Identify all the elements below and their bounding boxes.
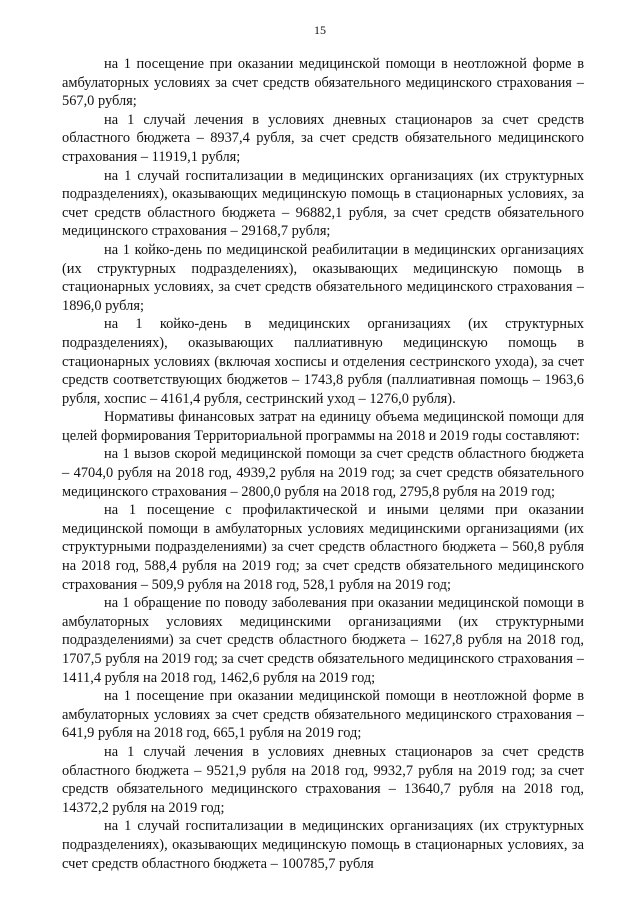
paragraph: Нормативы финансовых затрат на единицу объема медицинской помощи для целей формирования Территориальной программы на 2018 и 2019 годы составляют:	[62, 409, 584, 444]
paragraph: на 1 посещение при оказании медицинской помощи в неотложной форме в амбулаторных условиях за счет средств обязательного медицинского страхования – 567,0 рубля;	[62, 56, 584, 110]
paragraph: на 1 обращение по поводу заболевания при оказании медицинской помощи в амбулаторных условиях медицинскими организациями (их структурными подразделениями) за счет средств областного бюджета – 1627,8 рубля на 2018 год, 1707,5 рубля на 2019 год; за счет средств обязательного медицинского страхования – 1411,4 рубля на 2018 год, 1462,6 рубля на 2019 год;	[62, 595, 584, 686]
paragraph: на 1 посещение при оказании медицинской помощи в неотложной форме в амбулаторных условиях за счет средств обязательного медицинского страхования – 641,9 рубля на 2018 год, 665,1 рубля на 2019 год;	[62, 688, 584, 742]
page-number: 15	[314, 23, 326, 37]
paragraph: на 1 случай лечения в условиях дневных стационаров за счет средств областного бюджета – 8937,4 рубля, за счет средств обязательного медицинского страхования – 11919,1 рубля;	[62, 111, 584, 165]
paragraph: на 1 койко-день по медицинской реабилитации в медицинских организациях (их структурных подразделениях), оказывающих медицинскую помощь в стационарных условиях, за счет средств обязательного медицинского страхования – 1896,0 рубля;	[62, 241, 584, 314]
paragraph: на 1 койко-день в медицинских организациях (их структурных подразделениях), оказывающих паллиативную медицинскую помощь в стационарных условиях (включая хосписы и отделения сестринского ухода), за счет средств соответствующих бюджетов – 1743,8 рубля (паллиативная помощь – 1963,6 рубля, хоспис – 4161,4 рубля, сестринский уход – 1276,0 рубля).	[62, 316, 584, 407]
paragraph: на 1 случай лечения в условиях дневных стационаров за счет средств областного бюджета – 9521,9 рубля на 2018 год, 9932,7 рубля на 2019 год; за счет средств обязательного медицинского страхования – 13640,7 рубля на 2018 год, 14372,2 рубля на 2019 год;	[62, 743, 584, 816]
paragraph: на 1 случай госпитализации в медицинских организациях (их структурных подразделениях), оказывающих медицинскую помощь в стационарных условиях, за счет средств областного бюджета – 100785,7 рубля	[62, 818, 584, 872]
document-body	[62, 55, 584, 873]
paragraph: на 1 посещение с профилактической и иными целями при оказании медицинской помощи в амбулаторных условиях медицинскими организациями (их структурными подразделениями) за счет средств областного бюджета – 560,8 рубля на 2018 год, 588,4 рубля на 2019 год; за счет средств обязательного медицинского страхования – 509,9 рубля на 2018 год, 528,1 рубля на 2019 год;	[62, 502, 584, 593]
paragraph: на 1 вызов скорой медицинской помощи за счет средств областного бюджета – 4704,0 рубля на 2018 год, 4939,2 рубля на 2019 год; за счет средств обязательного медицинского страхования – 2800,0 рубля на 2018 год, 2795,8 рубля на 2019 год;	[62, 446, 584, 500]
paragraph: на 1 случай госпитализации в медицинских организациях (их структурных подразделениях), оказывающих медицинскую помощь в стационарных условиях, за счет средств областного бюджета – 96882,1 рубля, за счет средств обязательного медицинского страхования – 29168,7 рубля;	[62, 167, 584, 240]
